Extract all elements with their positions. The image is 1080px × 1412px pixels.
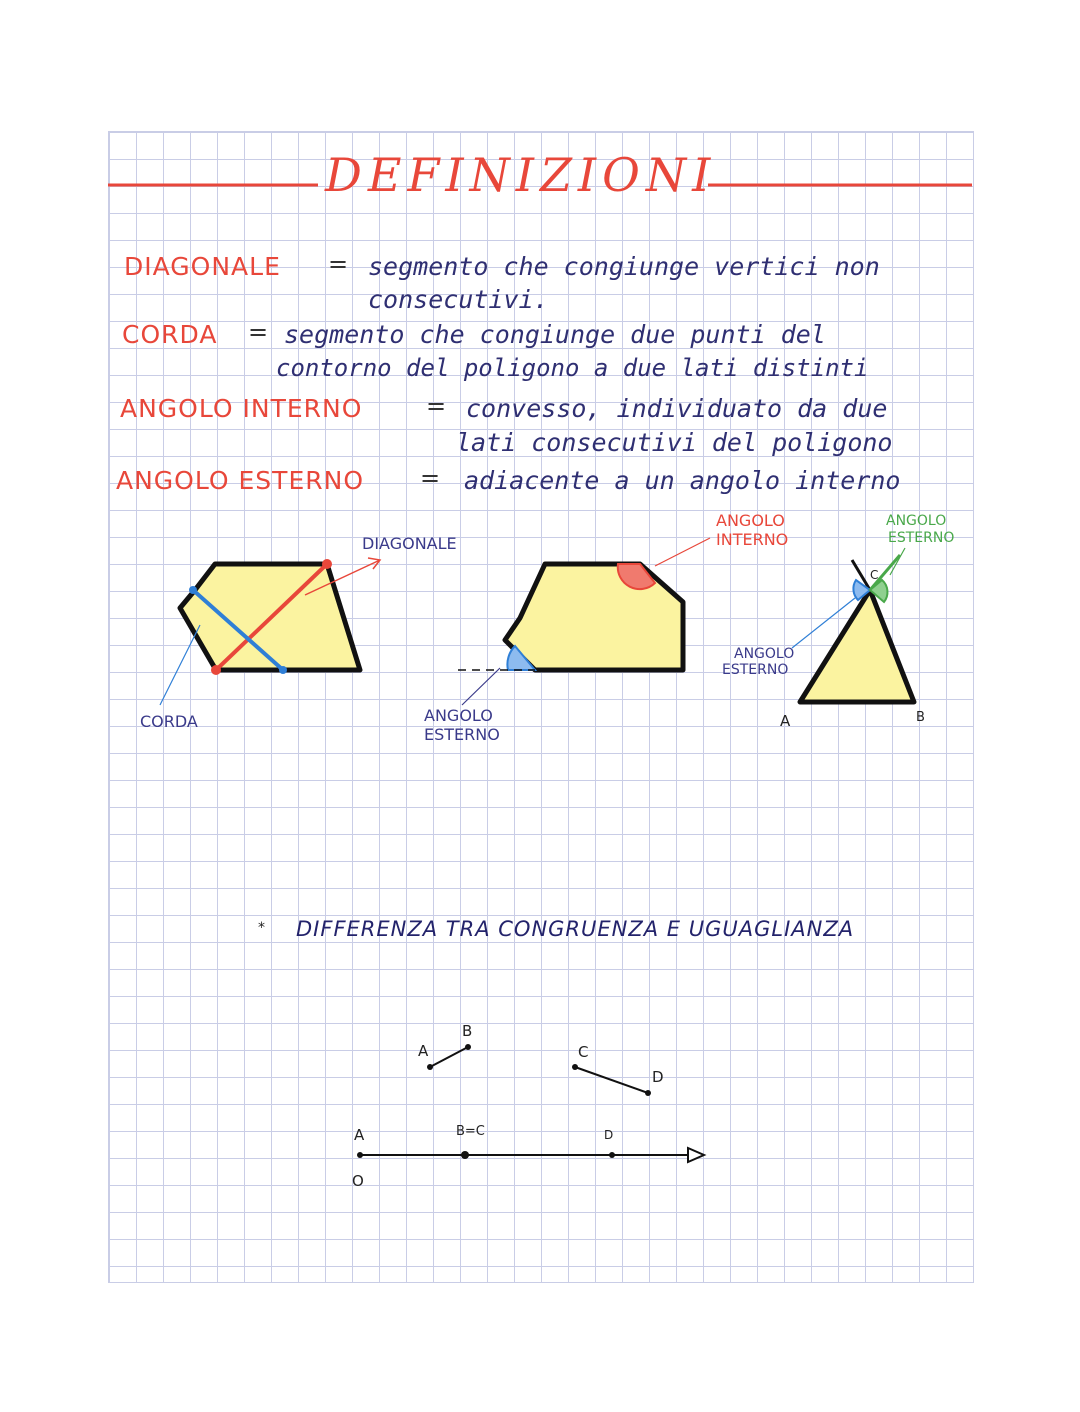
seg2-label-d: D (652, 1068, 664, 1086)
term-angolo-esterno: ANGOLO ESTERNO (116, 466, 364, 495)
term-angolo-interno: ANGOLO INTERNO (120, 394, 363, 423)
section-heading: DIFFERENZA TRA CONGRUENZA E UGUAGLIANZA (296, 917, 855, 941)
eq-angolo-esterno: = (420, 464, 441, 492)
def-angolo-interno-line1: convesso, individuato da due (466, 394, 888, 423)
point-d-ray (609, 1152, 615, 1158)
label-angolo-esterno-2a: ANGOLO (886, 513, 947, 529)
point-bc-ray (461, 1151, 469, 1159)
point-a-ray (357, 1152, 363, 1158)
def-corda-line1: segmento che congiunge due punti del (284, 320, 826, 349)
point-a1 (427, 1064, 433, 1070)
label-vertex-a: A (780, 712, 791, 730)
def-angolo-esterno-line1: adiacente a un angolo interno (464, 466, 901, 495)
point-c1 (572, 1064, 578, 1070)
point-d1 (645, 1090, 651, 1096)
label-angolo-interno-a: ANGOLO (716, 511, 785, 530)
def-angolo-interno-line2: lati consecutivi del poligono (456, 428, 893, 457)
triangle-shape (800, 590, 914, 702)
diagonal-end-b (322, 559, 332, 569)
eq-diagonale: = (328, 250, 349, 278)
figure-hexagon-angles (458, 538, 710, 705)
label-angolo-esterno-2b: ESTERNO (888, 530, 955, 546)
chord-end-a (189, 586, 197, 594)
segment-ab (430, 1047, 468, 1067)
def-corda-line2: contorno del poligono a due lati distinti (276, 354, 869, 382)
def-diagonale-line2: consecutivi. (368, 285, 549, 314)
label-angolo-esterno-1a: ANGOLO (424, 706, 493, 725)
point-b1 (465, 1044, 471, 1050)
seg1-label-b: B (462, 1022, 473, 1040)
external-angle-pointer (462, 668, 500, 705)
ray-label-o: O (352, 1172, 364, 1190)
label-angolo-esterno-3b: ESTERNO (722, 662, 789, 678)
seg2-label-c: C (578, 1043, 589, 1061)
eq-corda: = (248, 318, 269, 346)
internal-angle-pointer (655, 538, 710, 566)
bullet-mark: * (258, 920, 265, 936)
label-vertex-c: C (870, 568, 879, 582)
figure-triangle (792, 548, 914, 702)
segment-cd (575, 1067, 648, 1093)
term-diagonale: DIAGONALE (124, 252, 281, 281)
label-angolo-esterno-3a: ANGOLO (734, 646, 795, 662)
term-corda: CORDA (122, 320, 218, 349)
label-angolo-esterno-1b: ESTERNO (424, 725, 500, 744)
ray-arrowhead (688, 1148, 704, 1162)
def-diagonale-line1: segmento che congiunge vertici non (368, 252, 880, 281)
figure-hexagon-diagonal (160, 558, 380, 705)
ray-label-d: D (604, 1128, 614, 1142)
figure-segments (357, 1044, 704, 1162)
ray-label-bc: B=C (456, 1124, 485, 1139)
label-angolo-interno-b: INTERNO (716, 530, 789, 549)
ray-label-a: A (354, 1126, 365, 1144)
label-diagonale: DIAGONALE (362, 534, 457, 553)
label-corda: CORDA (140, 712, 198, 731)
page-title: DEFINIZIONI (325, 148, 717, 202)
label-vertex-b: B (916, 710, 925, 725)
diagonal-end-a (211, 665, 221, 675)
triangle-green-pointer (890, 548, 905, 575)
hexagon2-shape (505, 564, 683, 670)
chord-end-b (279, 666, 287, 674)
seg1-label-a: A (418, 1042, 429, 1060)
eq-angolo-interno: = (426, 392, 447, 420)
chord-pointer (160, 625, 200, 705)
